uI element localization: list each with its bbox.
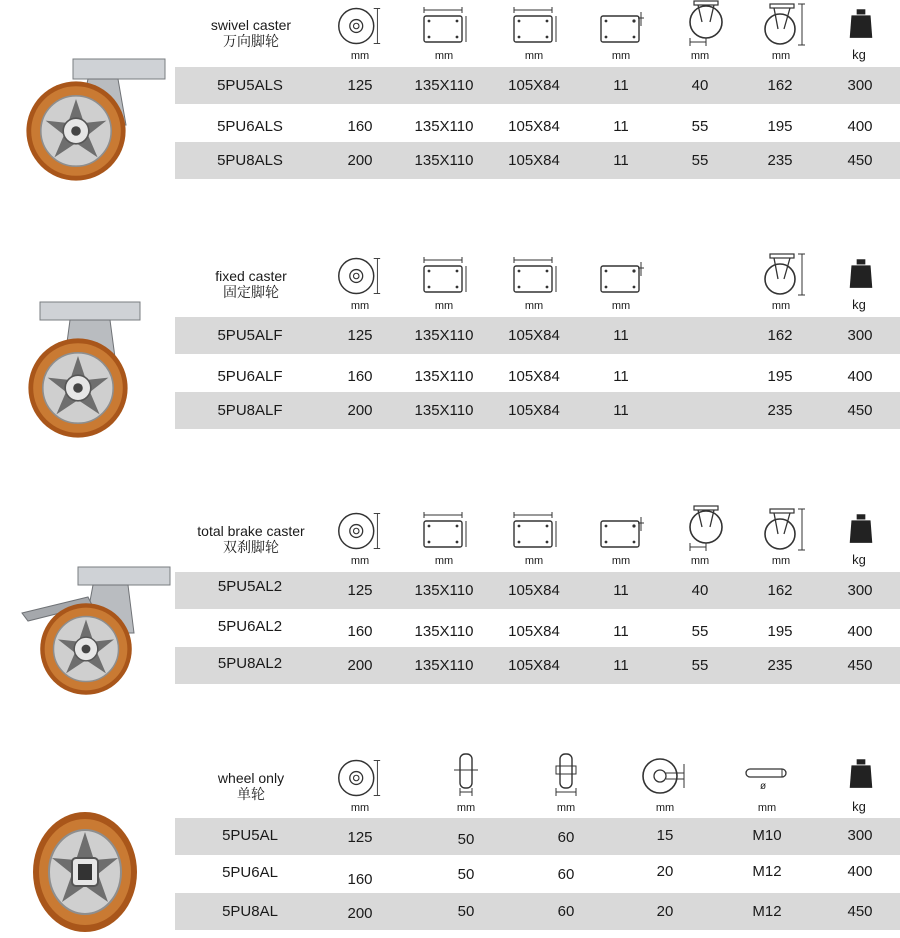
- bolt-spacing-icon: [510, 256, 560, 296]
- value-cell: 135X110: [414, 327, 474, 344]
- total-brake-caster-image: [18, 563, 178, 703]
- table-row: [175, 358, 900, 395]
- weight-icon: [848, 513, 874, 545]
- value-cell: 105X84: [508, 402, 560, 419]
- hub-length-icon: [546, 750, 586, 796]
- value-cell: 105X84: [508, 623, 560, 640]
- value-cell: 450: [847, 152, 873, 169]
- offset-icon: [682, 505, 732, 551]
- value-cell: 50: [457, 831, 475, 848]
- value-cell: 200: [347, 905, 373, 922]
- value-cell: M10: [752, 827, 782, 844]
- wheel-only-image: [30, 810, 140, 934]
- value-cell: 55: [691, 657, 709, 674]
- value-cell: 11: [613, 118, 629, 135]
- value-cell: 195: [767, 118, 793, 135]
- unit-label: mm: [434, 50, 454, 62]
- table-row: [175, 317, 900, 354]
- section-title: [178, 268, 324, 300]
- unit-label: mm: [434, 300, 454, 312]
- value-cell: 162: [767, 582, 793, 599]
- wheel-diameter-icon: [335, 508, 383, 554]
- table-row: [175, 392, 900, 429]
- value-cell: 400: [847, 368, 873, 385]
- value-cell: 300: [847, 827, 873, 844]
- title-english: fixed caster: [215, 268, 287, 284]
- value-cell: 195: [767, 368, 793, 385]
- model-cell: 5PU6ALF: [217, 368, 283, 385]
- value-cell: 300: [847, 327, 873, 344]
- offset-icon: [682, 0, 732, 46]
- unit-label: mm: [350, 802, 370, 814]
- value-cell: 135X110: [414, 152, 474, 169]
- value-cell: 160: [347, 871, 373, 888]
- section-total-brake-caster: [0, 505, 900, 695]
- value-cell: 55: [691, 623, 709, 640]
- value-cell: 135X110: [414, 582, 474, 599]
- table-row: [175, 818, 900, 855]
- model-cell: 5PU6AL2: [217, 618, 283, 635]
- value-cell: 11: [613, 152, 629, 169]
- unit-label: mm: [524, 50, 544, 62]
- unit-label: mm: [690, 555, 710, 567]
- value-cell: 60: [557, 829, 575, 846]
- value-cell: 235: [767, 657, 793, 674]
- bolt-spacing-icon: [510, 511, 560, 551]
- value-cell: 135X110: [414, 77, 474, 94]
- section-wheel-only: [0, 750, 900, 938]
- value-cell: 235: [767, 402, 793, 419]
- wheel-diameter-icon: [335, 755, 383, 801]
- value-cell: 162: [767, 327, 793, 344]
- model-cell: 5PU6ALS: [217, 118, 283, 135]
- value-cell: 105X84: [508, 657, 560, 674]
- value-cell: 135X110: [414, 657, 474, 674]
- unit-label: mm: [350, 50, 370, 62]
- wheel-diameter-icon: [335, 253, 383, 299]
- value-cell: 20: [656, 903, 674, 920]
- unit-label: kg: [852, 47, 866, 62]
- unit-label: mm: [556, 802, 576, 814]
- value-cell: 11: [613, 402, 629, 419]
- unit-label: mm: [350, 300, 370, 312]
- value-cell: 160: [347, 118, 373, 135]
- value-cell: 162: [767, 77, 793, 94]
- section-fixed-caster: [0, 250, 900, 435]
- value-cell: 11: [613, 368, 629, 385]
- plate-size-icon: [420, 256, 470, 296]
- height-icon: [758, 508, 808, 554]
- wheel-width-icon: [446, 750, 486, 796]
- bolt-hole-icon: [597, 511, 647, 551]
- unit-label: mm: [524, 300, 544, 312]
- value-cell: 11: [613, 582, 629, 599]
- title-english: total brake caster: [197, 523, 305, 539]
- model-cell: 5PU8AL: [222, 903, 278, 920]
- value-cell: 55: [691, 118, 709, 135]
- model-cell: 5PU5AL: [222, 827, 278, 844]
- table-row: [175, 142, 900, 179]
- model-cell: 5PU8ALS: [217, 152, 283, 169]
- table-row: [175, 108, 900, 145]
- bore-icon: [640, 756, 690, 796]
- unit-label: mm: [611, 300, 631, 312]
- unit-label: mm: [434, 555, 454, 567]
- unit-label: mm: [611, 50, 631, 62]
- model-cell: 5PU6AL: [222, 864, 278, 881]
- title-chinese: 单轮: [237, 786, 265, 802]
- bolt-spacing-icon: [510, 6, 560, 46]
- model-cell: 5PU5AL2: [217, 578, 283, 595]
- value-cell: 135X110: [414, 402, 474, 419]
- title-chinese: 固定脚轮: [223, 284, 279, 300]
- model-cell: 5PU5ALS: [217, 77, 283, 94]
- unit-label: mm: [655, 802, 675, 814]
- model-cell: 5PU8ALF: [217, 402, 283, 419]
- unit-label: mm: [690, 50, 710, 62]
- table-row: [175, 613, 900, 650]
- swivel-caster-image: [18, 55, 168, 195]
- value-cell: 195: [767, 623, 793, 640]
- value-cell: 235: [767, 152, 793, 169]
- weight-icon: [848, 8, 874, 40]
- value-cell: 125: [347, 582, 373, 599]
- unit-label: mm: [771, 300, 791, 312]
- value-cell: 125: [347, 77, 373, 94]
- value-cell: 135X110: [414, 368, 474, 385]
- height-icon: [758, 253, 808, 299]
- unit-label: kg: [852, 552, 866, 567]
- unit-label: mm: [350, 555, 370, 567]
- value-cell: 450: [847, 657, 873, 674]
- value-cell: 135X110: [414, 623, 474, 640]
- value-cell: 11: [613, 623, 629, 640]
- value-cell: 400: [847, 118, 873, 135]
- title-chinese: 万向脚轮: [223, 33, 279, 49]
- unit-label: mm: [757, 802, 777, 814]
- value-cell: 55: [691, 152, 709, 169]
- unit-label: kg: [852, 297, 866, 312]
- unit-label: mm: [771, 555, 791, 567]
- weight-icon: [848, 258, 874, 290]
- value-cell: 40: [691, 582, 709, 599]
- unit-label: kg: [852, 799, 866, 814]
- model-cell: 5PU8AL2: [217, 655, 283, 672]
- value-cell: 105X84: [508, 327, 560, 344]
- value-cell: 160: [347, 623, 373, 640]
- section-title: [178, 770, 324, 802]
- value-cell: 105X84: [508, 152, 560, 169]
- table-row: [175, 572, 900, 609]
- value-cell: 11: [613, 77, 629, 94]
- unit-label: mm: [456, 802, 476, 814]
- value-cell: 300: [847, 582, 873, 599]
- value-cell: 300: [847, 77, 873, 94]
- value-cell: 60: [557, 903, 575, 920]
- section-swivel-caster: [0, 0, 900, 185]
- model-cell: 5PU5ALF: [217, 327, 283, 344]
- value-cell: 200: [347, 152, 373, 169]
- wheel-diameter-icon: [335, 3, 383, 49]
- value-cell: 60: [557, 866, 575, 883]
- value-cell: M12: [752, 903, 782, 920]
- title-english: wheel only: [217, 770, 285, 786]
- value-cell: 160: [347, 368, 373, 385]
- table-row: [175, 67, 900, 104]
- table-row: [175, 893, 900, 930]
- title-english: swivel caster: [210, 17, 292, 33]
- value-cell: 40: [691, 77, 709, 94]
- plate-size-icon: [420, 511, 470, 551]
- value-cell: 200: [347, 657, 373, 674]
- height-icon: [758, 3, 808, 49]
- value-cell: 20: [656, 863, 674, 880]
- value-cell: 50: [457, 903, 475, 920]
- axle-icon: [742, 764, 792, 784]
- plate-size-icon: [420, 6, 470, 46]
- value-cell: 450: [847, 402, 873, 419]
- unit-label: mm: [524, 555, 544, 567]
- bolt-hole-icon: [597, 6, 647, 46]
- value-cell: 450: [847, 903, 873, 920]
- section-title: [171, 523, 331, 555]
- value-cell: 200: [347, 402, 373, 419]
- title-chinese: 双刹脚轮: [223, 539, 279, 555]
- value-cell: 11: [613, 657, 629, 674]
- value-cell: 135X110: [414, 118, 474, 135]
- value-cell: 400: [847, 623, 873, 640]
- value-cell: 105X84: [508, 118, 560, 135]
- value-cell: 105X84: [508, 77, 560, 94]
- unit-label: mm: [611, 555, 631, 567]
- value-cell: 105X84: [508, 582, 560, 599]
- diameter-symbol: ø: [760, 781, 767, 792]
- unit-label: mm: [771, 50, 791, 62]
- value-cell: M12: [752, 863, 782, 880]
- value-cell: 50: [457, 866, 475, 883]
- value-cell: 125: [347, 327, 373, 344]
- value-cell: 400: [847, 863, 873, 880]
- table-row: [175, 857, 900, 894]
- table-row: [175, 647, 900, 684]
- value-cell: 125: [347, 829, 373, 846]
- weight-icon: [848, 758, 874, 790]
- value-cell: 105X84: [508, 368, 560, 385]
- value-cell: 11: [613, 327, 629, 344]
- section-title: [178, 17, 324, 49]
- bolt-hole-icon: [597, 256, 647, 296]
- fixed-caster-image: [18, 300, 148, 445]
- value-cell: 15: [656, 827, 674, 844]
